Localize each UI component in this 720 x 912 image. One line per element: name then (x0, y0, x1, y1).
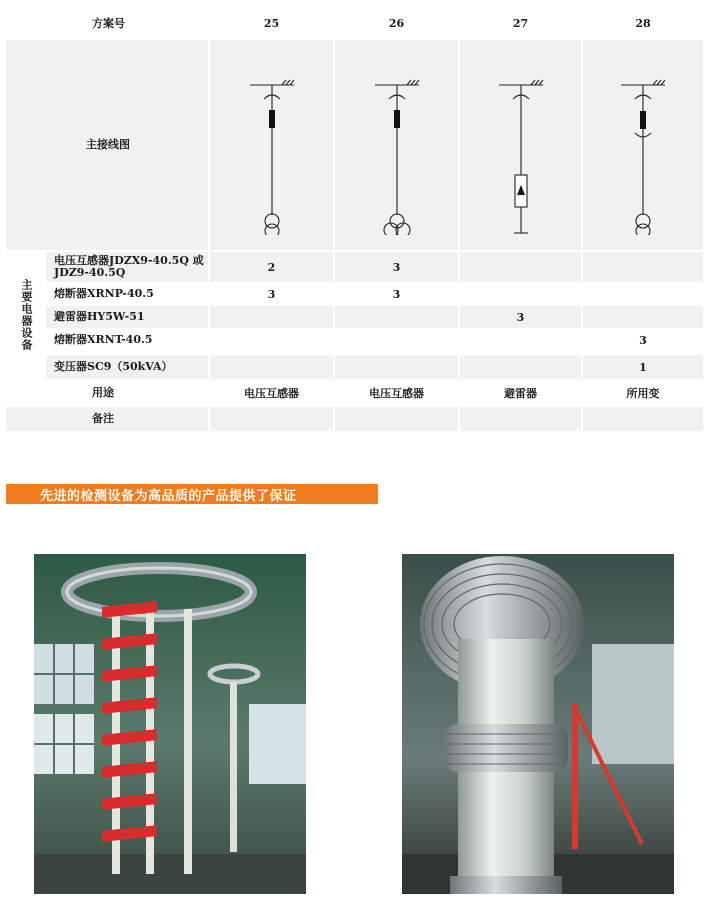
wiring-diagram-label: 主接线图 (6, 40, 210, 250)
table-cell (583, 407, 705, 431)
table-cell: 所用变 (583, 381, 705, 405)
remarks-label: 备注 (6, 407, 210, 431)
vt-triple-diagram-icon (367, 55, 427, 235)
table-cell: 3 (583, 329, 705, 351)
table-cell: 2 (210, 252, 335, 282)
arrester-diagram (460, 40, 583, 250)
table-header-row (6, 8, 705, 38)
table-row (6, 252, 705, 282)
equipment-label: 变压器SC9（50kVA） (46, 355, 210, 379)
table-cell (210, 355, 335, 379)
table-cell (460, 283, 583, 305)
scheme-col-25: 25 (210, 8, 335, 38)
table-cell: 3 (210, 283, 335, 305)
equipment-label: 熔断器XRNT-40.5 (46, 329, 210, 351)
table-cell (210, 329, 335, 351)
table-cell (335, 329, 460, 351)
usage-row (6, 381, 705, 405)
table-cell (335, 407, 460, 431)
table-row (6, 283, 705, 305)
equipment-label: 避雷器HY5W-51 (46, 306, 210, 328)
table-cell (583, 252, 705, 282)
vt-triple-diagram (335, 40, 460, 250)
hv-test-column-photo (402, 554, 674, 894)
remarks-row (6, 407, 705, 431)
table-cell (460, 355, 583, 379)
table-cell: 避雷器 (460, 381, 583, 405)
table-cell (210, 407, 335, 431)
table-row (6, 355, 705, 379)
table-cell (583, 283, 705, 305)
table-cell: 电压互感器 (335, 381, 460, 405)
usage-label: 用途 (6, 381, 210, 405)
table-cell (583, 306, 705, 328)
equipment-label: 电压互感器JDZX9-40.5Q 或JDZ9-40.5Q (46, 252, 210, 282)
station-transformer-diagram (583, 40, 705, 250)
table-cell: 1 (583, 355, 705, 379)
table-cell (460, 252, 583, 282)
scheme-col-27: 27 (460, 8, 583, 38)
table-cell: 电压互感器 (210, 381, 335, 405)
table-cell (210, 306, 335, 328)
table-row (6, 329, 705, 351)
table-cell (460, 407, 583, 431)
main-equipment-category-label: 主要电器设备 (20, 279, 33, 351)
section-banner: 先进的检测设备为高品质的产品提供了保证 (6, 484, 378, 504)
impulse-generator-photo (34, 554, 306, 894)
table-cell (335, 355, 460, 379)
table-cell: 3 (460, 306, 583, 328)
station-transformer-diagram-icon (613, 55, 673, 235)
table-cell (460, 329, 583, 351)
table-cell: 3 (335, 283, 460, 305)
scheme-number-header: 方案号 (6, 8, 210, 38)
scheme-col-26: 26 (335, 8, 460, 38)
arrester-diagram-icon (491, 55, 551, 235)
table-row (6, 306, 705, 328)
table-cell (335, 306, 460, 328)
table-cell: 3 (335, 252, 460, 282)
equipment-label: 熔断器XRNP-40.5 (46, 283, 210, 305)
vt-single-diagram-icon (242, 55, 302, 235)
scheme-col-28: 28 (583, 8, 705, 38)
vt-single-diagram (210, 40, 335, 250)
wiring-diagram-row (6, 40, 705, 250)
